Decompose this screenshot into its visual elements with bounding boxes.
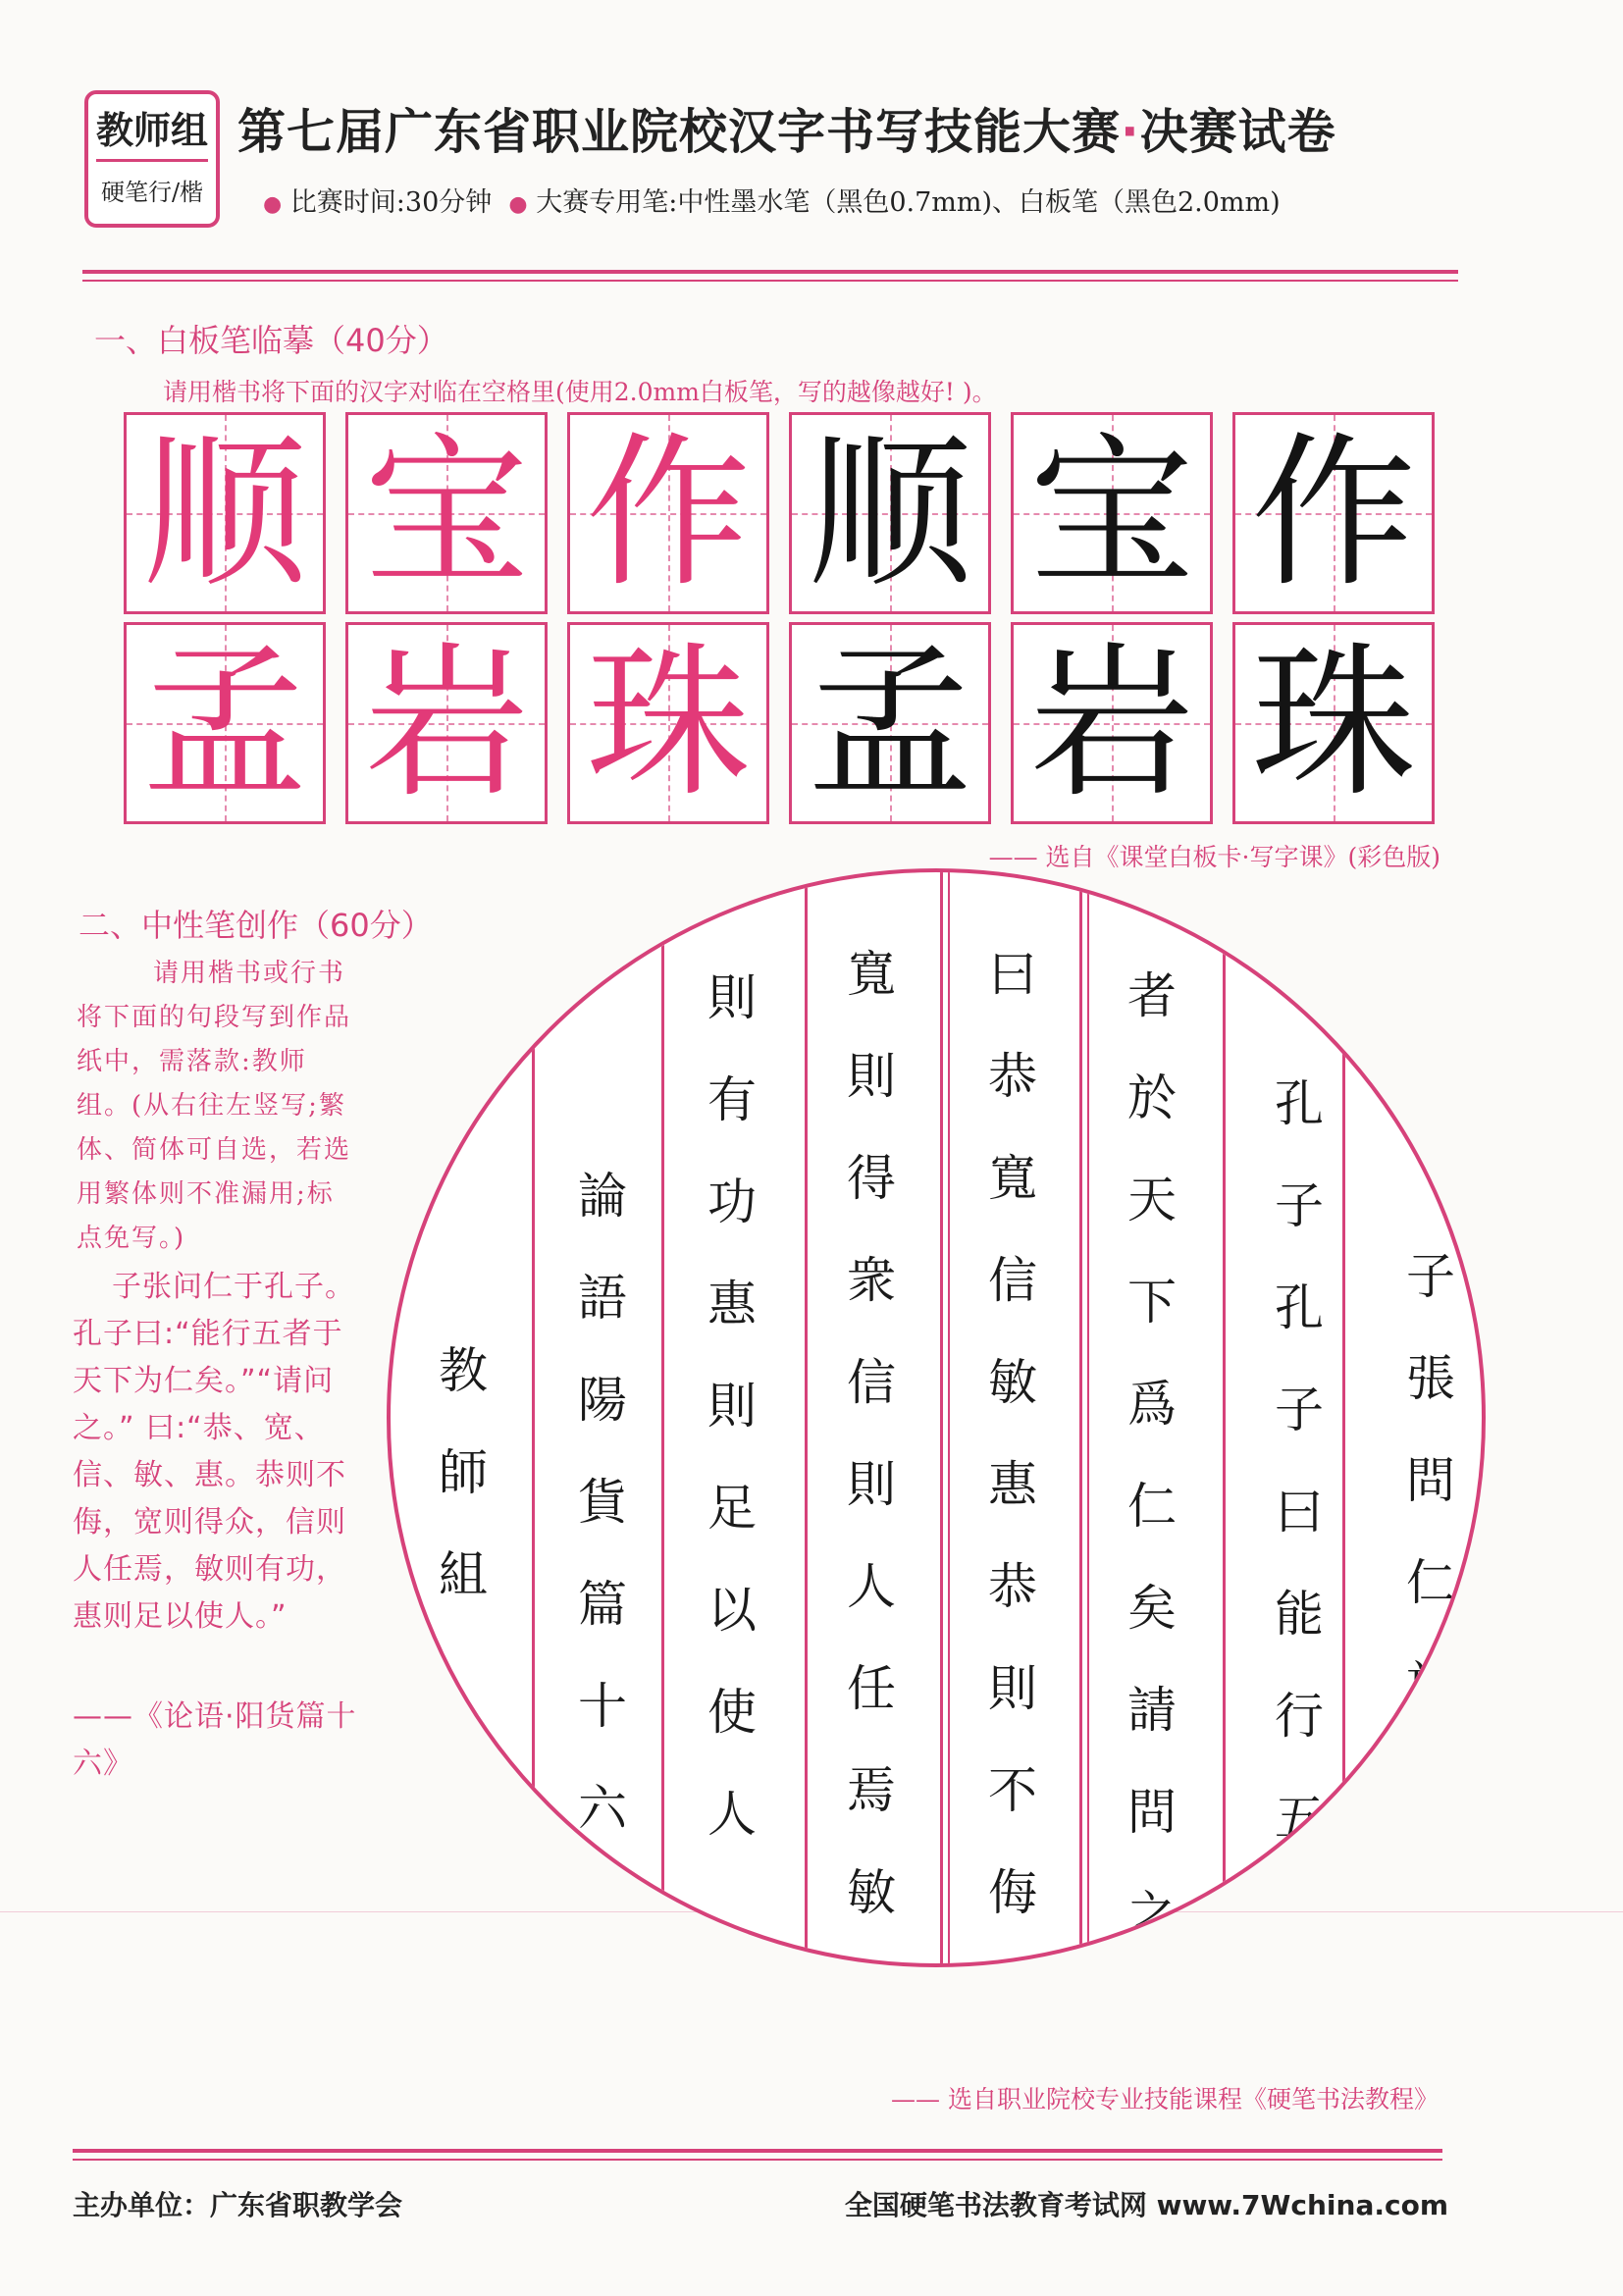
badge-divider	[96, 159, 208, 162]
title-dot: ·	[1121, 104, 1140, 160]
written-character: 爲	[1127, 1376, 1177, 1433]
written-character: 於	[1127, 1070, 1177, 1126]
written-character: 不	[988, 1762, 1037, 1819]
written-character: 任	[847, 1660, 896, 1717]
column-line	[532, 872, 535, 1963]
written-character: 足	[707, 1480, 757, 1537]
written-character: 人	[847, 1558, 896, 1615]
written-character: 五	[1275, 1790, 1324, 1847]
written-character: 問	[1127, 1784, 1177, 1841]
copied-character: 孟	[808, 627, 972, 819]
written-character: 篇	[578, 1576, 627, 1633]
section1-heading: 一、白板笔临摹（40分）	[94, 322, 448, 359]
written-character: 曰	[988, 946, 1037, 1003]
written-character: 恭	[988, 1558, 1037, 1615]
badge-category-label: 硬笔行/楷	[100, 179, 204, 206]
written-character: 信	[847, 1354, 896, 1411]
text-column	[822, 923, 920, 1944]
written-character: 焉	[847, 1762, 896, 1819]
copied-character: 顺	[808, 417, 972, 609]
text-column	[1382, 1226, 1480, 1736]
model-cell	[345, 412, 548, 614]
section2-source: —— 选自职业院校专业技能课程《硬笔书法教程》	[891, 2085, 1439, 2113]
exam-time: 比赛时间:30分钟	[289, 187, 493, 218]
written-character: 衆	[847, 1252, 896, 1309]
written-character: 論	[578, 1168, 627, 1225]
copy-cell	[1232, 412, 1435, 614]
text-column	[683, 947, 781, 1865]
written-character: 則	[707, 1378, 757, 1435]
copied-character: 作	[1251, 417, 1416, 609]
website-link[interactable]: 全国硬笔书法教育考试网 www.7Wchina.com	[844, 2189, 1448, 2221]
written-character: 師	[439, 1444, 488, 1501]
written-character: 則	[988, 1660, 1037, 1717]
badge-group-label: 教师组	[95, 109, 208, 152]
written-character: 子	[1275, 1177, 1324, 1234]
source-passage: 子张问仁于孔子。孔子曰:“能行五者于天下为仁矣。”“请问之。” 曰:“恭、宽、信、敏、惠。恭则不侮，宽则得众，信则人任焉，敏则有功，惠则足以使人。”	[73, 1270, 355, 1634]
written-character: 敏	[847, 1864, 896, 1921]
written-character: 人	[707, 1786, 757, 1843]
column-line	[1223, 872, 1226, 1963]
written-character: 惠	[988, 1456, 1037, 1513]
header-rule-thick	[82, 270, 1458, 274]
written-character: 孔	[1275, 1279, 1324, 1336]
written-character: 功	[707, 1174, 757, 1230]
title-main: 第七届广东省职业院校汉字书写技能大赛	[237, 104, 1122, 160]
copy-cell	[789, 622, 991, 824]
written-character: 貨	[578, 1474, 627, 1531]
copy-cell	[789, 412, 991, 614]
written-character: 以	[707, 1582, 757, 1639]
written-character: 張	[1406, 1350, 1455, 1407]
copied-character: 岩	[1029, 627, 1194, 819]
written-character: 恭	[988, 1048, 1037, 1105]
model-cell	[124, 622, 326, 824]
model-cell	[567, 622, 769, 824]
written-character: 曰	[1275, 1484, 1324, 1540]
section1-source: —— 选自《课堂白板卡·写字课》(彩色版)	[988, 843, 1440, 871]
written-character: 天	[1127, 1172, 1177, 1228]
written-character: 陽	[578, 1372, 627, 1429]
section2-instruction: 请用楷书或行书将下面的句段写到作品纸中，需落款:教师组。(从右往左竖写;繁体、简体可自选，若选用繁体则不准漏用;标点免写。)	[77, 959, 352, 1253]
written-character: 仁	[1406, 1554, 1455, 1611]
model-character: 顺	[142, 417, 307, 609]
model-character: 珠	[586, 627, 751, 819]
written-character: 者	[1127, 967, 1177, 1024]
column-line	[661, 872, 664, 1963]
header-rule-thin	[82, 280, 1458, 282]
copy-cell	[1011, 622, 1213, 824]
written-character: 則	[847, 1456, 896, 1513]
group-badge	[84, 90, 220, 228]
circular-work-paper	[387, 868, 1486, 1967]
written-character: 教	[439, 1342, 488, 1399]
model-character: 宝	[364, 417, 529, 609]
written-character: 之	[1127, 1886, 1177, 1943]
model-cell	[567, 412, 769, 614]
passage-citation: ——《论语·阳货篇十六》	[73, 1699, 357, 1781]
page-title	[237, 94, 1336, 163]
exam-info-line	[263, 181, 1281, 219]
text-column	[553, 1145, 652, 1859]
written-character: 子	[1406, 1248, 1455, 1305]
written-character: 六	[578, 1780, 627, 1837]
written-character: 子	[1275, 1382, 1324, 1438]
model-character: 作	[586, 417, 751, 609]
copy-cell	[1011, 412, 1213, 614]
bullet-icon: ●	[263, 192, 283, 217]
text-column	[1250, 1053, 1348, 1869]
copy-cell	[1232, 622, 1435, 824]
copied-character: 珠	[1251, 627, 1416, 819]
written-character: 則	[847, 1048, 896, 1105]
text-column	[964, 923, 1062, 1944]
bullet-icon: ●	[508, 192, 528, 217]
written-character: 得	[847, 1150, 896, 1207]
signature-column	[414, 1320, 512, 1626]
written-character: 敏	[988, 1354, 1037, 1411]
column-line	[805, 872, 808, 1963]
written-character: 信	[988, 1252, 1037, 1309]
model-cell	[124, 412, 326, 614]
organizer: 主办单位：广东省职教学会	[73, 2189, 403, 2221]
written-character: 有	[707, 1071, 757, 1128]
written-character: 能	[1275, 1586, 1324, 1643]
written-character: 組	[439, 1546, 488, 1603]
model-character: 岩	[364, 627, 529, 819]
written-character: 問	[1406, 1452, 1455, 1509]
footer-rule-thin	[73, 2159, 1442, 2161]
section1-instruction: 请用楷书将下面的汉字对临在空格里(使用2.0mm白板笔，写的越像越好! )。	[163, 378, 997, 406]
written-character: 於	[1406, 1656, 1455, 1713]
written-character: 行	[1275, 1688, 1324, 1745]
model-character: 孟	[142, 627, 307, 819]
written-character: 寬	[847, 946, 896, 1003]
exam-pens: 大赛专用笔:中性墨水笔（黑色0.7mm)、白板笔（黑色2.0mm)	[536, 187, 1281, 218]
title-tail: 决赛试卷	[1139, 104, 1336, 160]
copied-character: 宝	[1029, 417, 1194, 609]
written-character: 侮	[988, 1864, 1037, 1921]
written-character: 矣	[1127, 1580, 1177, 1637]
copy-practice-grid	[124, 412, 1437, 831]
written-character: 下	[1127, 1274, 1177, 1331]
footer-rule-thick	[73, 2149, 1442, 2153]
written-character: 孔	[1275, 1075, 1324, 1132]
written-character: 仁	[1127, 1478, 1177, 1535]
written-character: 請	[1127, 1682, 1177, 1739]
text-column	[1103, 945, 1201, 1965]
section2-heading: 二、中性笔创作（60分）	[79, 907, 433, 944]
column-line	[940, 872, 943, 1963]
column-line	[1079, 872, 1082, 1963]
written-character: 語	[578, 1270, 627, 1327]
written-character: 十	[578, 1678, 627, 1735]
written-character: 寬	[988, 1150, 1037, 1207]
written-character: 惠	[707, 1276, 757, 1332]
written-character: 使	[707, 1684, 757, 1741]
written-character: 則	[707, 969, 757, 1026]
model-cell	[345, 622, 548, 824]
